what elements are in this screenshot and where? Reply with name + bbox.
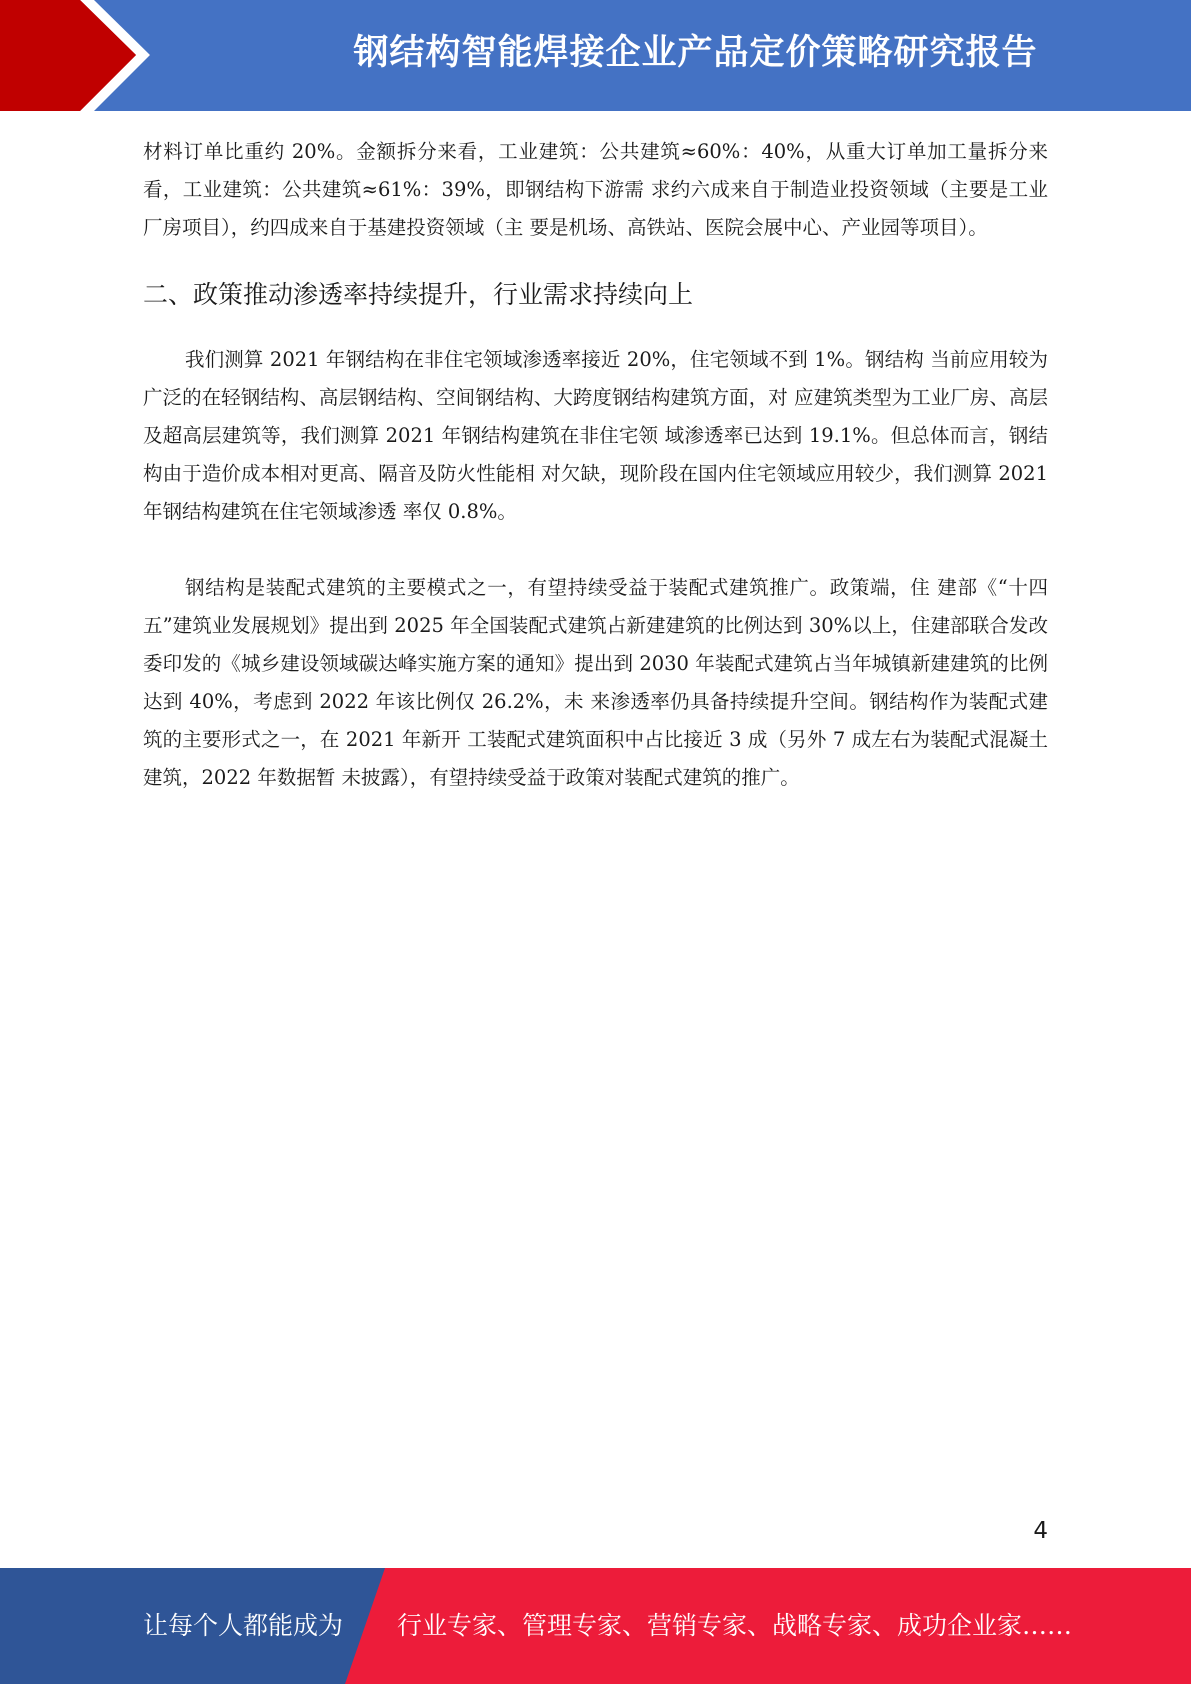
intro-paragraph: 材料订单比重约 20%。金额拆分来看，工业建筑：公共建筑≈60%：40%，从重大订单加工量拆分来看，工业建筑：公共建筑≈61%：39%，即钢结构下游需 求约六成来自于制造业投资领域（主要是工业厂房项目），约四成来自于基建投资领域（主 要是机场、高铁站、医院会展中心、产业园等项目）。 [143, 140, 1048, 239]
header-arrow-decoration [0, 0, 160, 111]
footer-slogan-right: 行业专家、管理专家、营销专家、战略专家、成功企业家…… [397, 1611, 1073, 1640]
section-heading: 二、政策推动渗透率持续提升，行业需求持续向上 [143, 280, 694, 309]
footer-slogan-left: 让每个人都能成为 [143, 1611, 344, 1640]
paragraph-spacer [143, 531, 1048, 569]
body-paragraph-1: 我们测算 2021 年钢结构在非住宅领域渗透率接近 20%，住宅领域不到 1%。钢结构 当前应用较为广泛的在轻钢结构、高层钢结构、空间钢结构、大跨度钢结构建筑方面，对 应建筑类型为工业厂房、高层及超高层建筑等，我们测算 2021 年钢结构建筑在非住宅领 域渗透率已达到 19.1%。但总体而言，钢结构由于造价成本相对更高、隔音及防火性能相 对欠缺，现阶段在国内住宅领域应用较少，我们测算 2021 年钢结构建筑在住宅领域渗透 率仅 0.8%。 [143, 348, 1048, 523]
page-footer [0, 1568, 1191, 1684]
page-header [0, 0, 1191, 111]
body-paragraph-2: 钢结构是装配式建筑的主要模式之一，有望持续受益于装配式建筑推广。政策端，住 建部《“十四五”建筑业发展规划》提出到 2025 年全国装配式建筑占新建建筑的比例达到 30%以上，住建部联合发改委印发的《城乡建设领域碳达峰实施方案的通知》提出到 2030 年装配式建筑占当年城镇新建建筑的比例达到 40%，考虑到 2022 年该比例仅 26.2%，未 来渗透率仍具备持续提升空间。钢结构作为装配式建筑的主要形式之一，在 2021 年新开 工装配式建筑面积中占比接近 3 成（另外 7 成左右为装配式混凝土建筑，2022 年数据暂 未披露），有望持续受益于政策对装配式建筑的推广。 [143, 576, 1048, 789]
page-number: 4 [1033, 1518, 1048, 1544]
report-title: 钢结构智能焊接企业产品定价策略研究报告 [353, 33, 1038, 73]
document-body [143, 133, 1048, 797]
